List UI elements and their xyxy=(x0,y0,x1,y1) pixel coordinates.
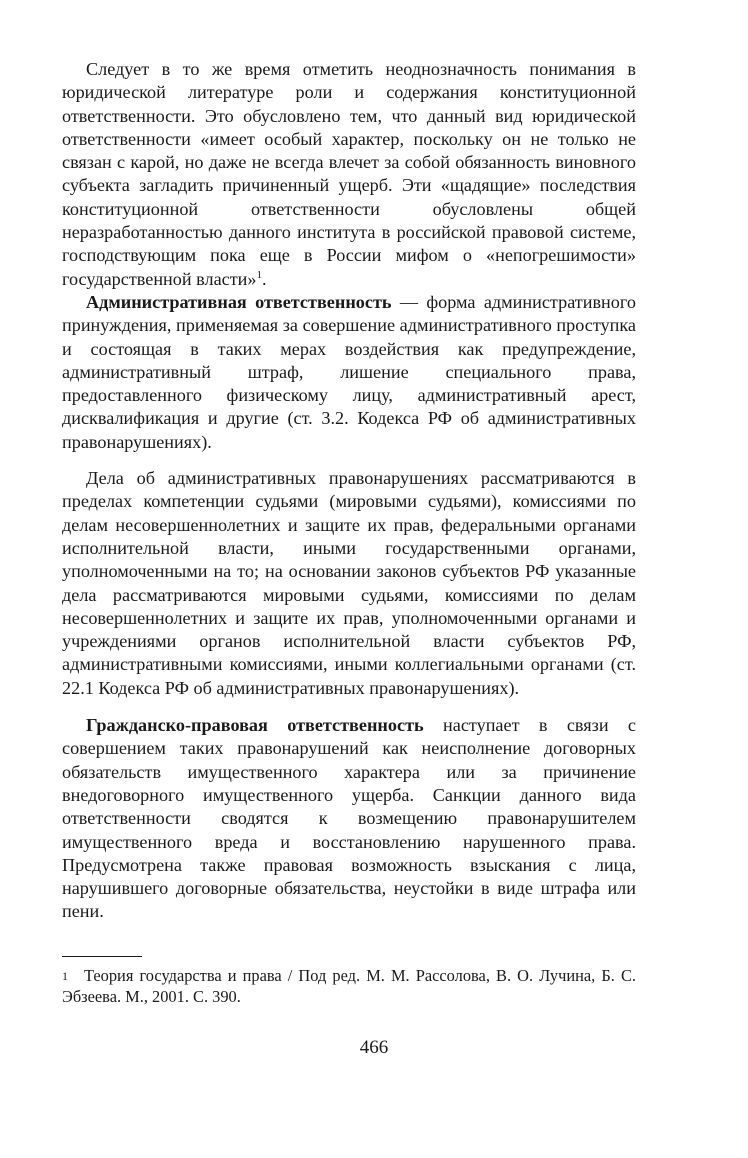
page-body xyxy=(62,58,636,924)
page-number: 466 xyxy=(359,1037,389,1058)
footnote xyxy=(62,965,636,1007)
paragraph-end: . xyxy=(262,268,267,289)
term-civil-responsibility: Гражданско-правовая ответственность xyxy=(86,715,424,736)
paragraph-text: Дела об административных правонарушениях рассматриваются в пределах компетенции судьями (мировыми судьями), комиссиями по делам несовершеннолетних и защите их прав, федеральными органами исполнительной власти, иными государственными органами, уполномоченными на то; на основании законов субъектов РФ указанные дела рассматриваются мировыми судьями, комиссиями по делам несовершеннолетних и защите их прав, уполномоченными органами и учреждениями органов исполнительной власти субъектов РФ, административными комиссиями, иными коллегиальными органами (ст. 22.1 Кодекса РФ об административных правонарушениях). xyxy=(62,468,636,698)
paragraph-administrative-cases xyxy=(62,467,636,700)
paragraph-text: — форма административного принуждения, применяемая за совершение административного проступка и состоящая в таких мерах воздействия как предупреждение, административный штраф, лишение специального права, предоставленного физическому лицу, административный арест, дисквалификация и другие (ст. 3.2. Кодекса РФ об административных правонарушениях). xyxy=(62,291,636,452)
paragraph-text: наступает в связи с совершением таких правонарушений как неисполнение договорных обязательств имущественного характера или за причинение внедоговорного имущественного ущерба. Санкции данного вида ответственности сводятся к возмещению правонарушителем имущественного вреда и восстановлению нарушенного права. Предусмотрена также правовая возможность взыскания с лица, нарушившего договорные обязательства, неустойки в виде штрафа или пени. xyxy=(62,715,636,922)
footnote-reference[interactable]: 1 xyxy=(256,268,263,281)
footnote-text: Теория государства и права / Под ред. М. М. Рассолова, В. О. Лучина, Б. С. Эбзеева. М., 2001. С. 390. xyxy=(62,966,636,1006)
footnote-divider xyxy=(62,956,142,957)
footnote-mark: 1 xyxy=(62,969,68,983)
paragraph-civil-responsibility xyxy=(62,714,636,924)
paragraph-administrative-responsibility xyxy=(62,291,636,454)
term-administrative-responsibility: Административная ответственность xyxy=(86,291,392,312)
paragraph-text: Следует в то же время отметить неоднозначность понимания в юридической литературе роли и содержания конституционной ответственности. Это обусловлено тем, что данный вид юридической ответственности «имеет особый характер, поскольку он не только не связан с карой, но даже не всегда влечет за собой обязанность виновного субъекта загладить причиненный ущерб. Эти «щадящие» последствия конституционной ответственности обусловлены общей неразработанностью данного института в российской правовой системе, господствующим пока еще в России мифом о «непогрешимости» государственной власти» xyxy=(62,59,636,289)
paragraph-constitutional-responsibility xyxy=(62,58,636,291)
